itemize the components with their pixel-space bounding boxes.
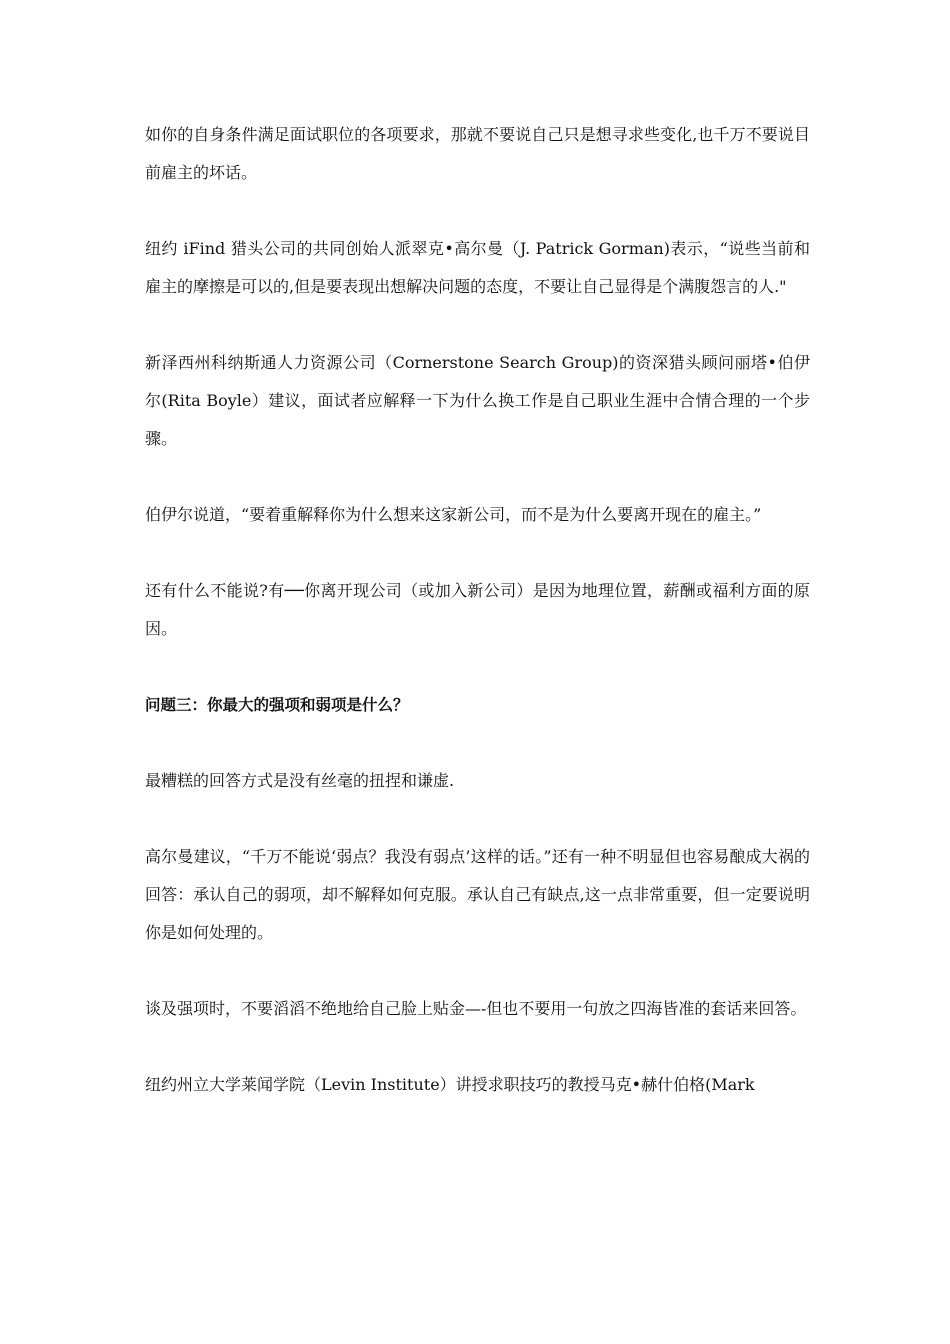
paragraph-1: 如你的自身条件满足面试职位的各项要求，那就不要说自己只是想寻求些变化,也千万不要说目前雇主的坏话。	[145, 125, 810, 182]
paragraph-5: 还有什么不能说?有──你离开现公司（或加入新公司）是因为地理位置，薪酬或福利方面的原因。	[145, 581, 810, 638]
paragraph-4: 伯伊尔说道，“要着重解释你为什么想来这家新公司，而不是为什么要离开现在的雇主。”	[145, 505, 762, 524]
paragraph-6: 最糟糕的回答方式是没有丝毫的扭捏和谦虚.	[145, 771, 455, 790]
paragraph-3: 新泽西州科纳斯通人力资源公司（Cornerstone Search Group)的资深猎头顾问丽塔•伯伊尔(Rita Boyle）建议，面试者应解释一下为什么换工作是自己职业生涯中合情合理的一个步骤。	[145, 353, 810, 448]
paragraph-9: 纽约州立大学莱闻学院（Levin Institute）讲授求职技巧的教授马克•赫什伯格(Mark	[145, 1075, 755, 1094]
document-body	[145, 116, 810, 1142]
paragraph-2: 纽约 iFind 猎头公司的共同创始人派翠克•高尔曼（J. Patrick Gorman)表示，“说些当前和雇主的摩擦是可以的,但是要表现出想解决问题的态度，不要让自己显得是个满腹怨言的人."	[145, 239, 810, 296]
section-heading-question-three: 问题三：你最大的强项和弱项是什么？	[145, 696, 409, 714]
paragraph-8: 谈及强项时，不要滔滔不绝地给自己脸上贴金—-但也不要用一句放之四海皆准的套话来回答。	[145, 999, 807, 1018]
paragraph-7: 高尔曼建议，“千万不能说‘弱点？我没有弱点’这样的话。”还有一种不明显但也容易酿成大祸的回答：承认自己的弱项，却不解释如何克服。承认自己有缺点,这一点非常重要，但一定要说明你是如何处理的。	[145, 847, 810, 942]
